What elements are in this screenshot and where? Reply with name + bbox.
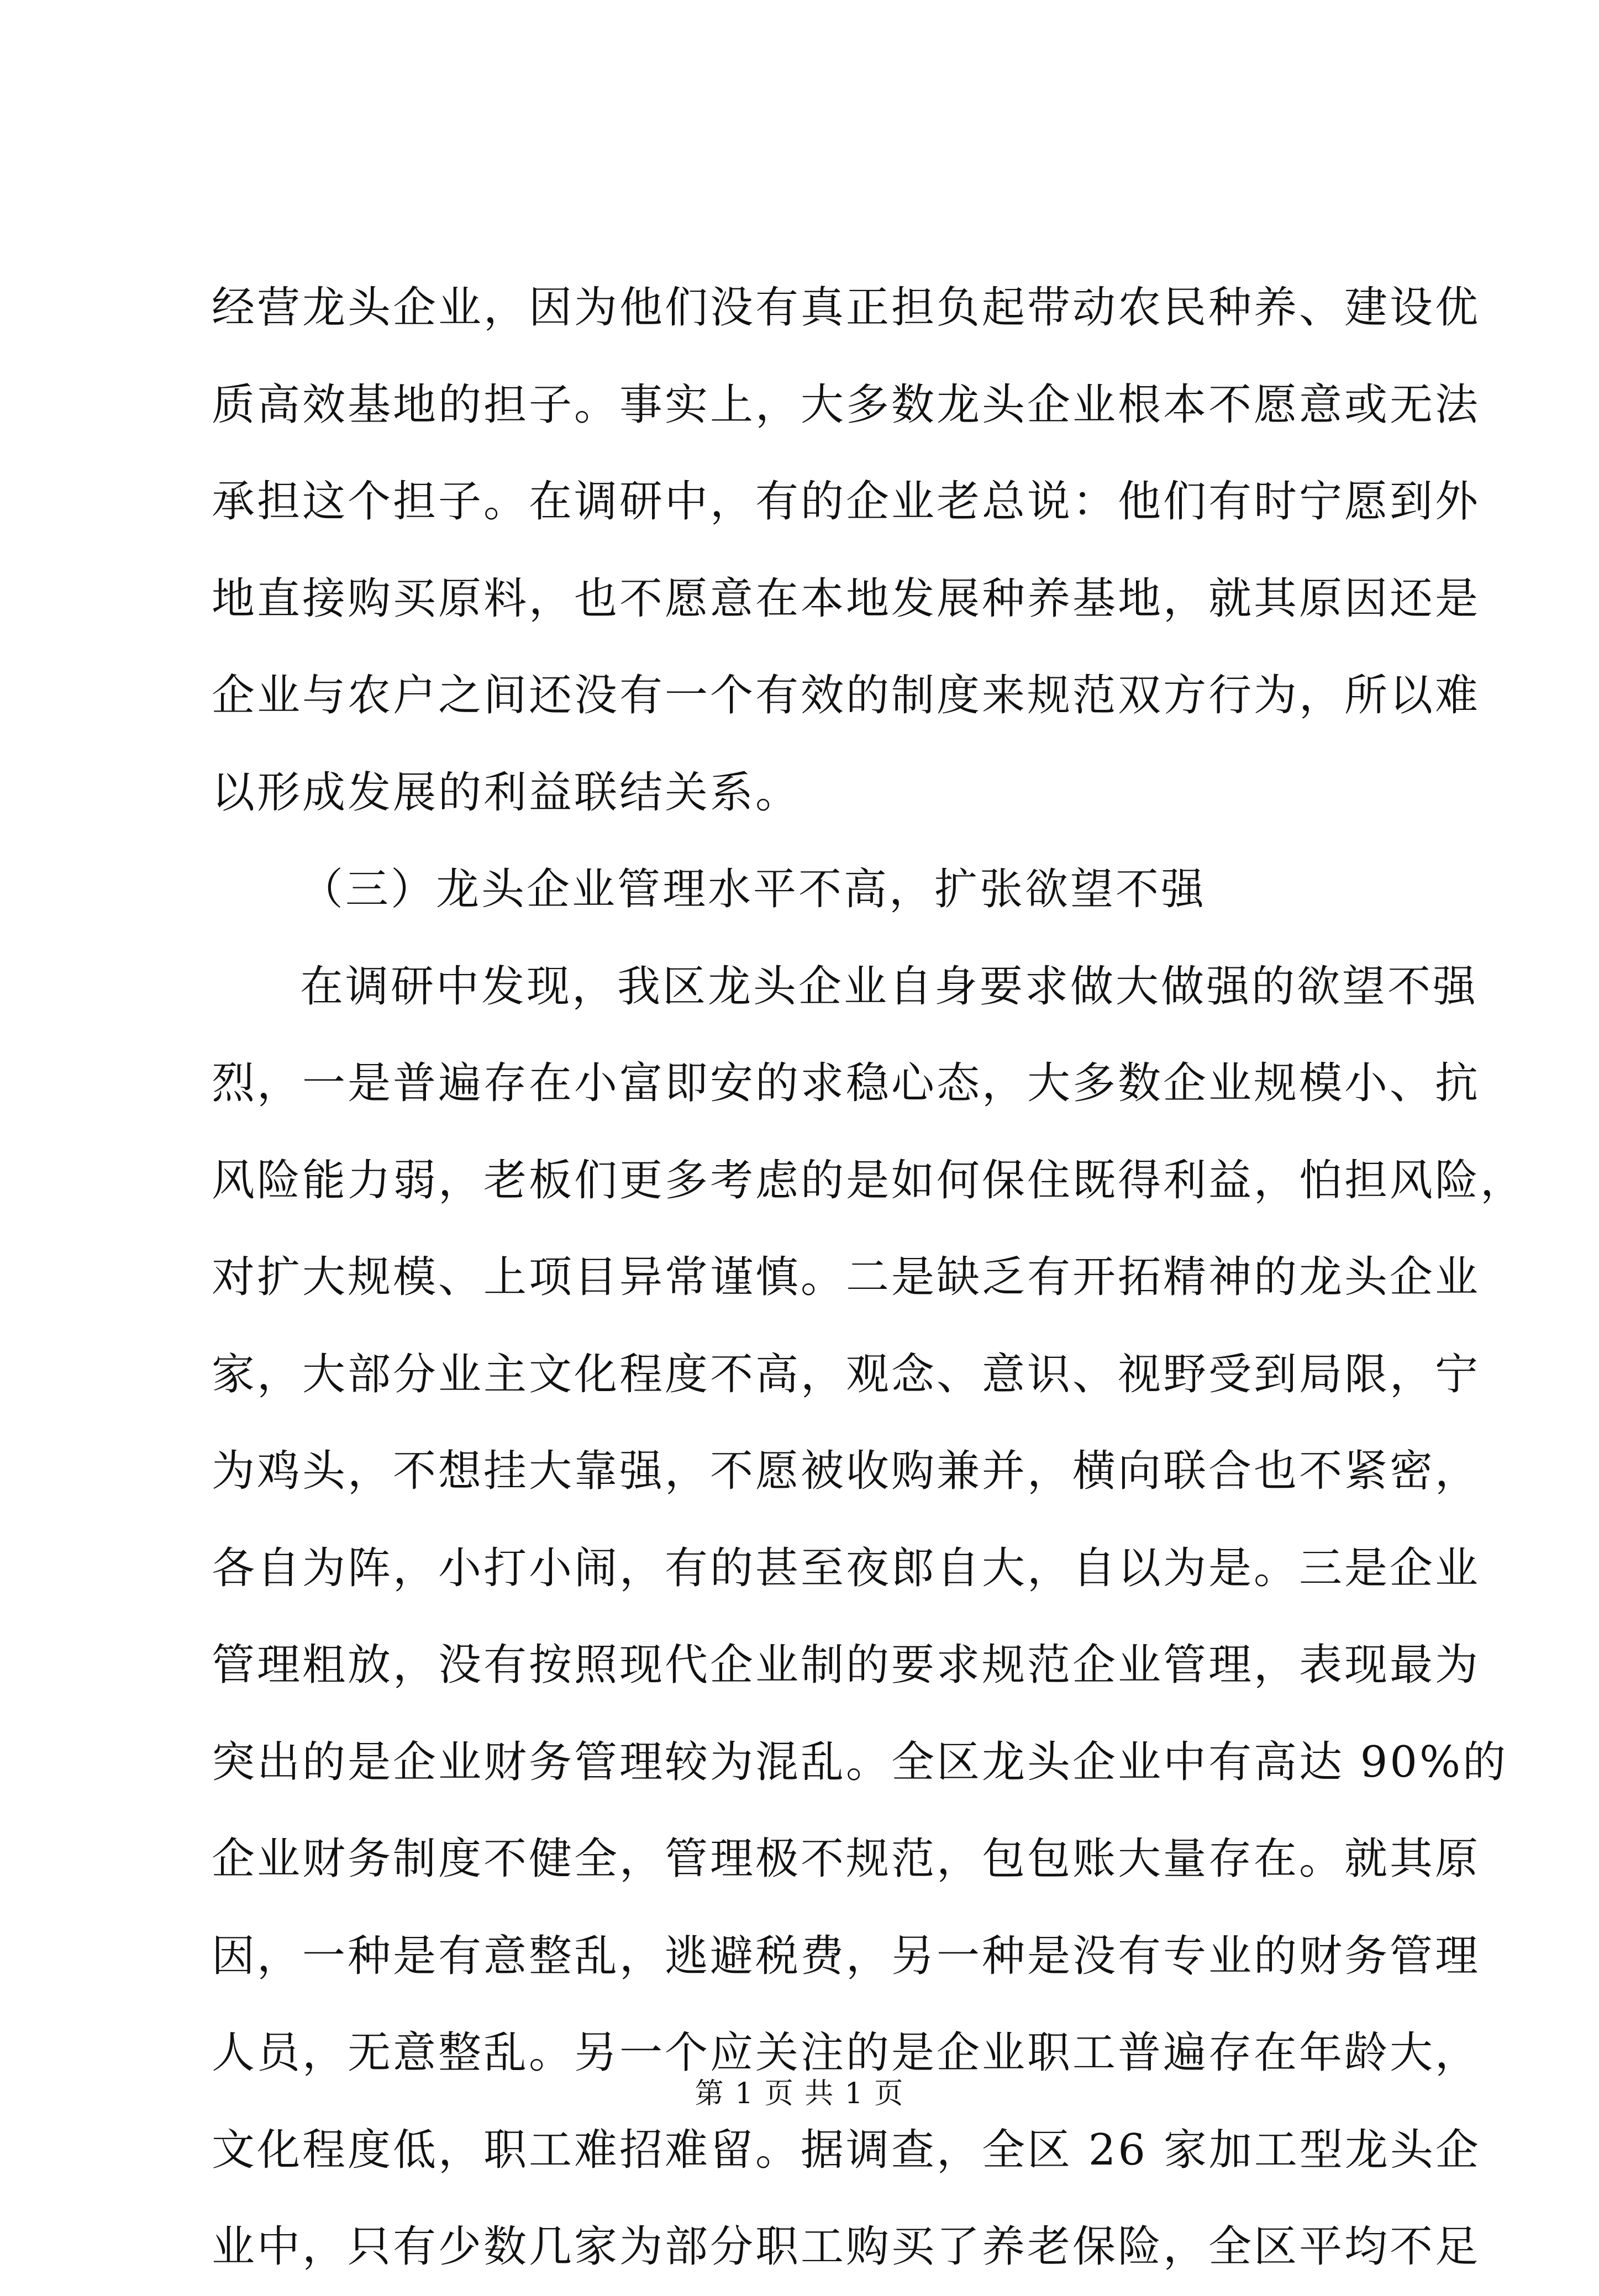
text-line: 企业财务制度不健全，管理极不规范，包包账大量存在。就其原 <box>212 1834 1481 1884</box>
text-line: 以形成发展的利益联结关系。 <box>212 767 801 818</box>
text-line: 质高效基地的担子。事实上，大多数龙头企业根本不愿意或无法 <box>212 380 1481 430</box>
text-line: 对扩大规模、上项目异常谨慎。二是缺乏有开拓精神的龙头企业 <box>212 1252 1481 1302</box>
heading-line: （三）龙头企业管理水平不高，扩张欲望不强 <box>300 865 1207 914</box>
text-line: 文化程度低，职工难招难留。据调查，全区 26 家加工型龙头企 <box>212 2125 1481 2175</box>
text-line: 管理粗放，没有按照现代企业制的要求规范企业管理，表现最为 <box>212 1640 1481 1690</box>
section-heading <box>212 841 1394 939</box>
page-number: 第 1 页 共 1 页 <box>695 2077 904 2110</box>
paragraph-continuation <box>212 260 1481 841</box>
text-line: 企业与农户之间还没有一个有效的制度来规范双方行为，所以难 <box>212 671 1481 720</box>
text-line: 承担这个担子。在调研中，有的企业老总说：他们有时宁愿到外 <box>212 477 1481 526</box>
text-line: 风险能力弱，老板们更多考虑的是如何保住既得利益，怕担风险， <box>212 1155 1526 1205</box>
text-line: 因，一种是有意整乱，逃避税费，另一种是没有专业的财务管理 <box>212 1931 1481 1981</box>
text-line: 烈，一是普遍存在小富即安的求稳心态，大多数企业规模小、抗 <box>212 1059 1481 1108</box>
text-line: 为鸡头，不想挂大靠强，不愿被收购兼并，横向联合也不紧密， <box>212 1446 1481 1496</box>
text-line: 在调研中发现，我区龙头企业自身要求做大做强的欲望不强 <box>300 961 1479 1012</box>
document-body <box>212 260 1526 2296</box>
text-line: 经营龙头企业，因为他们没有真正担负起带动农民种养、建设优 <box>212 283 1481 333</box>
text-line: 突出的是企业财务管理较为混乱。全区龙头企业中有高达 90%的 <box>212 1737 1508 1787</box>
page-footer <box>0 2074 1599 2113</box>
text-line: 家，大部分业主文化程度不高，观念、意识、视野受到局限，宁 <box>212 1349 1481 1399</box>
text-line: 业中，只有少数几家为部分职工购买了养老保险，全区平均不足 <box>212 2222 1481 2272</box>
text-line: 地直接购买原料，也不愿意在本地发展种养基地，就其原因还是 <box>212 573 1481 624</box>
text-line: 人员，无意整乱。另一个应关注的是企业职工普遍存在年龄大， <box>212 2028 1481 2078</box>
text-line: 各自为阵，小打小闹，有的甚至夜郎自大，自以为是。三是企业 <box>212 1543 1481 1593</box>
